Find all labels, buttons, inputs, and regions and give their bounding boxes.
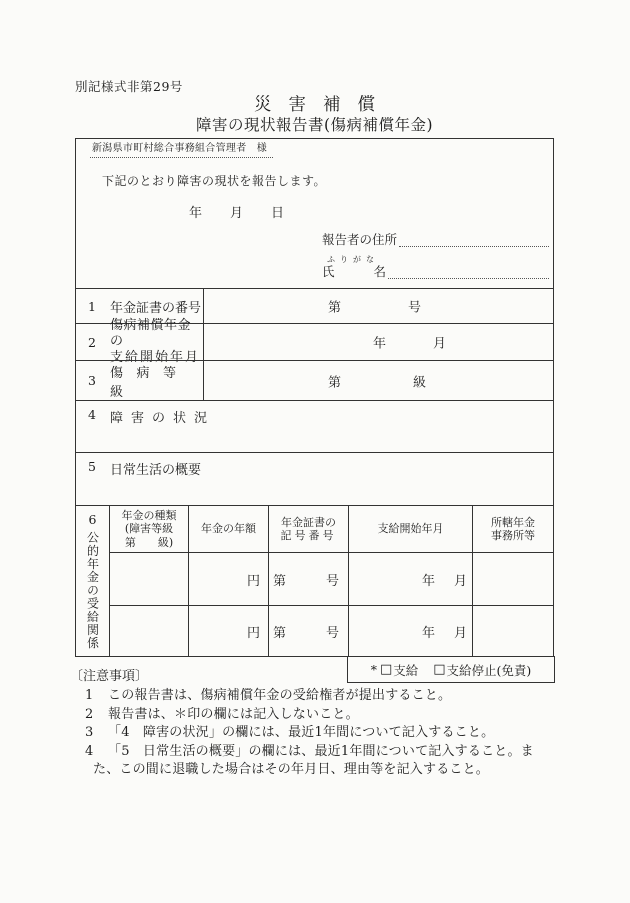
row-daily-life-summary bbox=[76, 452, 553, 505]
cert-number-cell bbox=[268, 606, 348, 656]
note-text: この報告書は、傷病補償年金の受給権者が提出すること。 bbox=[108, 688, 452, 703]
reporter-name-row bbox=[322, 265, 549, 279]
month-label: 月 bbox=[453, 573, 467, 589]
row-label-cell bbox=[76, 318, 204, 365]
name-first-label: 名 bbox=[373, 264, 387, 279]
section6-side-column bbox=[76, 506, 110, 656]
header-line: 事務所等 bbox=[491, 529, 535, 542]
addressee-line: 新潟県市町村総合事務組合管理者 様 bbox=[90, 142, 273, 158]
row-value-cell bbox=[204, 324, 553, 360]
amount-cell bbox=[188, 553, 268, 605]
row-label-line2: 支給開始年月 bbox=[110, 350, 201, 365]
address-fill-line bbox=[399, 244, 549, 247]
header-pension-office bbox=[472, 506, 553, 552]
section6-grid bbox=[110, 506, 553, 656]
header-payment-start bbox=[348, 506, 472, 552]
cert-no-prefix: 第 bbox=[328, 300, 342, 316]
note-item bbox=[85, 706, 554, 725]
header-line: 年金証書の bbox=[281, 515, 336, 529]
header-line: 第 級) bbox=[124, 535, 174, 549]
form-box bbox=[75, 138, 554, 657]
note-text: 「5 日常生活の概要」の欄には、最近1年間について記入すること。また、この間に退職した場合はその年月日、理由等を記入すること。 bbox=[93, 743, 534, 777]
notes-list bbox=[70, 687, 554, 780]
header-line: 年金の年額 bbox=[201, 522, 256, 536]
payment-option-label: 支給 bbox=[393, 662, 419, 678]
pension-type-cell bbox=[110, 606, 188, 656]
header-pension-type bbox=[110, 506, 188, 552]
yen-label: 円 bbox=[246, 573, 260, 589]
cert-suffix: 号 bbox=[325, 625, 339, 641]
row-value-cell bbox=[204, 361, 553, 400]
row-label: 傷病等級 bbox=[110, 365, 190, 400]
name-last-label: 氏 bbox=[322, 264, 335, 279]
header-line: (障害等級 bbox=[124, 522, 174, 536]
row-label: 日常生活の概要 bbox=[110, 463, 202, 478]
row-number: 6 bbox=[88, 512, 97, 527]
note-text: 「4 障害の状況」の欄には、最近1年間について記入すること。 bbox=[108, 725, 495, 740]
date-year-label: 年 bbox=[189, 206, 203, 221]
pension-type-cell bbox=[110, 553, 188, 605]
payment-status-box bbox=[347, 656, 555, 683]
note-item bbox=[85, 724, 554, 743]
row-disability-condition bbox=[76, 400, 553, 452]
note-number: 3 bbox=[85, 725, 94, 740]
row-number: 2 bbox=[88, 334, 96, 350]
year-label: 年 bbox=[421, 625, 435, 641]
section6-data-row bbox=[110, 553, 553, 606]
form-number: 別記様式非第29号 bbox=[75, 79, 183, 94]
date-month-label: 月 bbox=[230, 206, 244, 221]
office-cell bbox=[472, 606, 553, 656]
preamble-section bbox=[76, 139, 553, 288]
yen-label: 円 bbox=[246, 625, 260, 641]
row-number: 5 bbox=[88, 459, 96, 474]
row-label-cell bbox=[76, 453, 553, 505]
start-date-cell bbox=[348, 606, 472, 656]
note-number: 1 bbox=[85, 688, 94, 703]
header-line: 所轄年金 bbox=[491, 515, 535, 529]
row-number: 3 bbox=[88, 373, 96, 388]
note-text: 報告書は、＊印の欄には記入しないこと。 bbox=[108, 706, 359, 722]
row-number: 4 bbox=[88, 407, 96, 422]
row-injury-grade bbox=[76, 360, 553, 400]
cert-suffix: 号 bbox=[325, 573, 339, 589]
header-cert-number bbox=[268, 506, 348, 552]
reporter-address-label: 報告者の住所 bbox=[322, 232, 398, 247]
note-item bbox=[85, 687, 554, 706]
notes-heading: 〔注意事項〕 bbox=[70, 669, 149, 684]
cert-prefix: 第 bbox=[273, 573, 287, 589]
cert-no-suffix: 号 bbox=[408, 300, 422, 316]
row-label: 障害の状況 bbox=[110, 411, 216, 426]
form-subtitle: 障害の現状報告書(傷病補償年金) bbox=[195, 116, 434, 134]
month-label: 月 bbox=[453, 625, 467, 641]
title-block bbox=[75, 95, 554, 135]
section6-header-row bbox=[110, 506, 553, 553]
grade-suffix: 級 bbox=[413, 375, 427, 390]
row-label: 年金証書の番号 bbox=[110, 300, 202, 316]
row-label-cell bbox=[76, 361, 204, 400]
asterisk-mark: * bbox=[370, 662, 377, 677]
header-annual-amount bbox=[188, 506, 268, 552]
form-title: 災害補償 bbox=[254, 95, 392, 115]
row-payment-start bbox=[76, 318, 553, 365]
header-line: 年金の種類 bbox=[121, 508, 177, 522]
cert-number-cell bbox=[268, 553, 348, 605]
payment-stop-option-label: 支給停止(免責) bbox=[446, 662, 532, 678]
section6-data-row bbox=[110, 606, 553, 656]
start-month-label: 月 bbox=[433, 336, 447, 352]
checkbox-icon: □ bbox=[433, 662, 446, 677]
header-line: 支給開始年月 bbox=[377, 522, 444, 536]
header-line: 記号番号 bbox=[280, 529, 337, 542]
row-label-line1: 傷病補償年金の bbox=[110, 318, 192, 349]
row-value-cell bbox=[204, 289, 553, 323]
row-number: 1 bbox=[88, 298, 96, 314]
start-date-cell bbox=[348, 553, 472, 605]
report-date-line bbox=[189, 202, 284, 221]
checkbox-icon: □ bbox=[379, 662, 393, 677]
note-item bbox=[85, 743, 554, 780]
section-public-pension bbox=[76, 505, 553, 656]
note-number: 4 bbox=[85, 743, 94, 759]
row-label-cell bbox=[76, 401, 553, 452]
amount-cell bbox=[188, 606, 268, 656]
section6-side-label: 公的年金の受給関係 bbox=[85, 531, 100, 650]
name-fill-line bbox=[388, 276, 549, 279]
row-label bbox=[110, 318, 203, 366]
note-number: 2 bbox=[85, 706, 94, 722]
office-cell bbox=[472, 553, 553, 605]
reporter-address-row bbox=[322, 233, 549, 247]
date-day-label: 日 bbox=[271, 206, 285, 221]
grade-prefix: 第 bbox=[328, 375, 342, 390]
year-label: 年 bbox=[421, 573, 435, 589]
start-year-label: 年 bbox=[373, 336, 387, 352]
cert-prefix: 第 bbox=[273, 625, 287, 641]
declaration-text: 下記のとおり障害の現状を報告します。 bbox=[102, 174, 327, 188]
furigana-label: ふりがな bbox=[327, 255, 379, 264]
